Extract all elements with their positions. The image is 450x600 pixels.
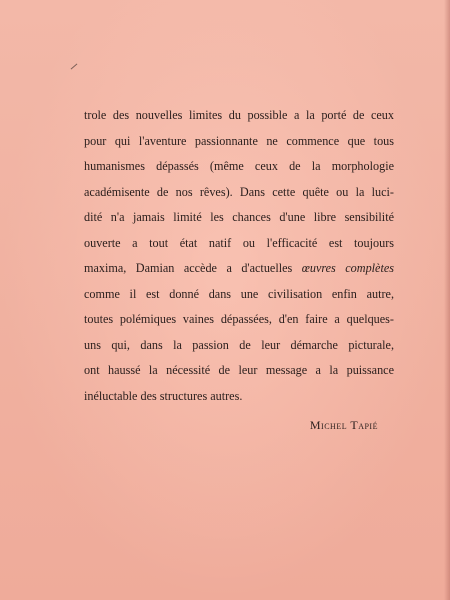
text-line: comme il est donné dans une civilisation enfin autre,	[84, 286, 394, 301]
text-line: trole des nouvelles limites du possible a la porté de ceux	[84, 108, 394, 122]
pencil-mark	[71, 64, 78, 70]
author-signature: Michel Tapié	[309, 418, 378, 432]
text-line: pour qui l'aventure passionnante ne commence que tous	[84, 133, 394, 148]
text-line: toutes polémiques vaines dépassées, d'en faire a quelques-	[84, 312, 394, 326]
paper-edge-shadow	[444, 0, 450, 600]
text-line-with-italic	[84, 256, 394, 282]
text-line: inéluctable des structures autres.	[84, 388, 243, 403]
text-line: académisente de nos rêves). Dans cette quête ou la luci-	[84, 184, 394, 199]
text-line: dité n'a jamais limité les chances d'une libre sensibilité	[84, 210, 394, 224]
italic-title: œuvres complètes	[301, 261, 394, 275]
text-line: humanismes dépassés (même ceux de la morphologie	[84, 159, 394, 173]
text-line: uns qui, dans la passion de leur démarche picturale,	[84, 337, 394, 352]
body-text	[84, 103, 394, 409]
text-line: ont haussé la nécessité de leur message a la puissance	[84, 363, 394, 377]
text-line: ouverte a tout état natif ou l'efficacité est toujours	[84, 235, 394, 250]
text-segment: maxima, Damian accède a d'actuelles	[84, 261, 302, 275]
